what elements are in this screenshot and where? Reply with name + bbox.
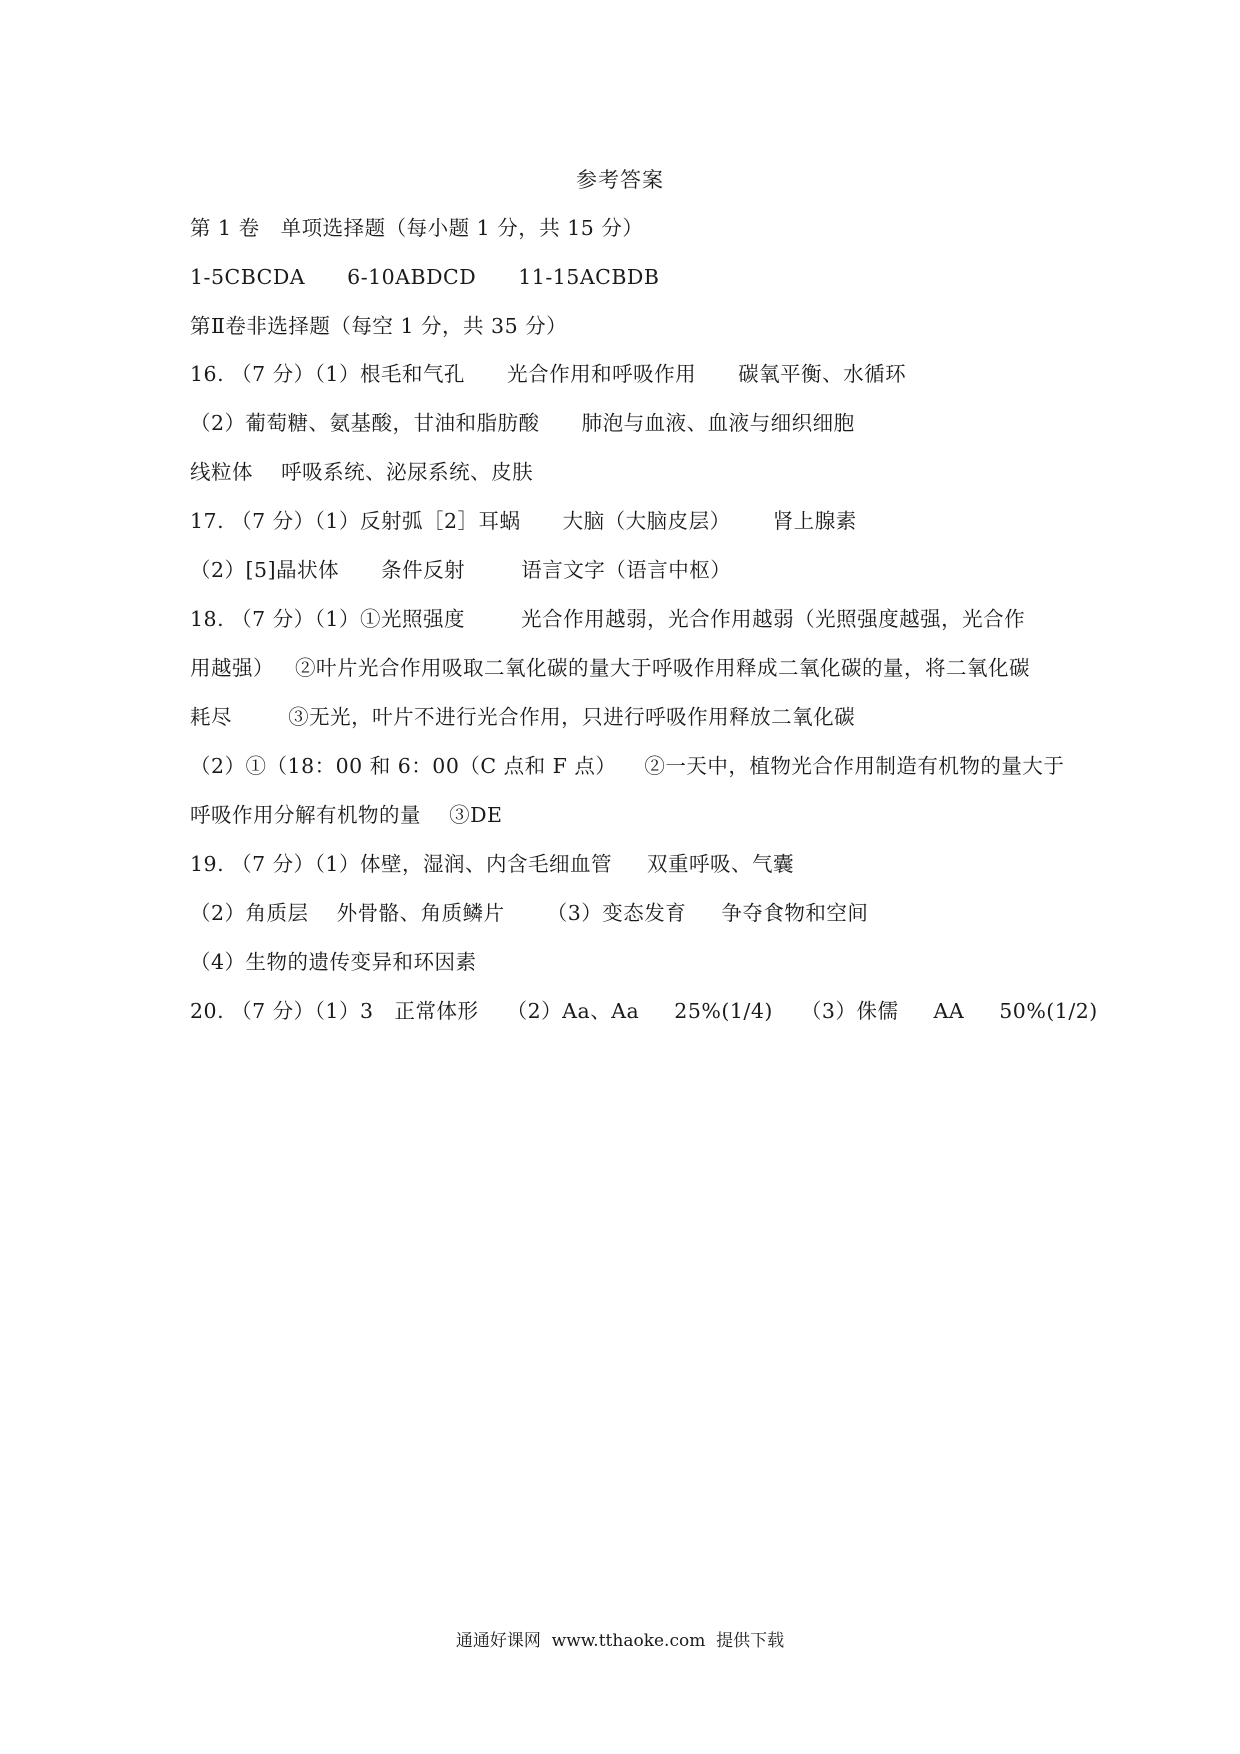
- answer-line-q19-part3: （4）生物的遗传变异和环因素: [190, 950, 477, 974]
- answer-line-q17-part2: （2）[5]晶状体 条件反射 语言文字（语言中枢）: [190, 558, 732, 582]
- answer-line-choice-answers: 1-5CBCDA 6-10ABDCD 11-15ACBDB: [190, 265, 660, 289]
- answer-line-q18-part1: 18. （7 分）（1）①光照强度 光合作用越弱，光合作用越弱（光照强度越强，光合作: [190, 607, 1026, 631]
- page-footer: 通通好课网 www.tthaoke.com 提供下载: [455, 1631, 785, 1651]
- answer-line-q19-part2: （2）角质层 外骨骼、角质鳞片 （3）变态发育 争夺食物和空间: [190, 901, 869, 925]
- answer-line-q18-part5: 呼吸作用分解有机物的量 ③DE: [190, 803, 503, 827]
- answer-line-q16-part1: 16. （7 分）（1）根毛和气孔 光合作用和呼吸作用 碳氧平衡、水循环: [190, 362, 907, 386]
- answer-line-q18-part3: 耗尽 ③无光，叶片不进行光合作用，只进行呼吸作用释放二氧化碳: [190, 705, 856, 729]
- answer-line-q18-part4: （2）①（18：00 和 6：00（C 点和 F 点） ②一天中，植物光合作用制造有机物的量大于: [190, 754, 1065, 778]
- answer-line-section2-heading: 第Ⅱ卷非选择题（每空 1 分，共 35 分）: [190, 314, 568, 338]
- answer-line-q16-part3: 线粒体 呼吸系统、泌尿系统、皮肤: [190, 460, 534, 484]
- page-title: 参考答案: [576, 168, 664, 192]
- answer-line-q18-part2: 用越强） ②叶片光合作用吸取二氧化碳的量大于呼吸作用释成二氧化碳的量，将二氧化碳: [190, 656, 1031, 680]
- answer-line-section1-heading: 第 1 卷 单项选择题（每小题 1 分，共 15 分）: [190, 216, 644, 240]
- answer-line-q19-part1: 19. （7 分）（1）体壁，湿润、内含毛细血管 双重呼吸、气囊: [190, 852, 795, 876]
- answer-line-q20: 20. （7 分）（1）3 正常体形 （2）Aa、Aa 25%(1/4) （3）侏儒 AA 50%(1/2): [190, 999, 1098, 1023]
- answer-line-q16-part2: （2）葡萄糖、氨基酸，甘油和脂肪酸 肺泡与血液、血液与细织细胞: [190, 411, 855, 435]
- answer-line-q17-part1: 17. （7 分）（1）反射弧［2］耳蜗 大脑（大脑皮层） 肾上腺素: [190, 509, 857, 533]
